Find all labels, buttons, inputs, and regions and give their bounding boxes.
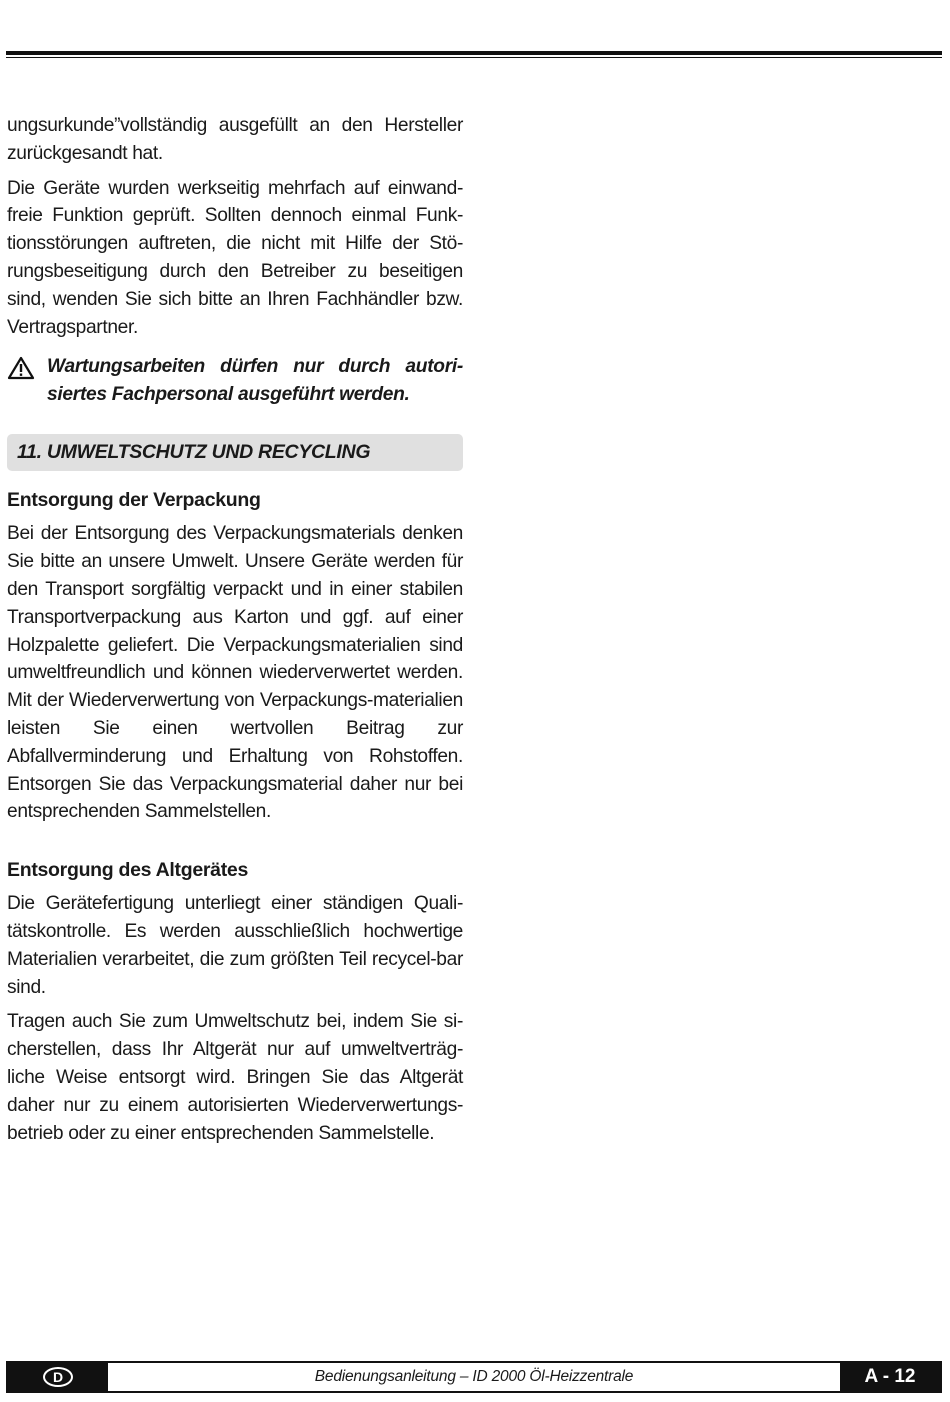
section-heading: 11. UMWELTSCHUTZ UND RECYCLING xyxy=(7,434,463,471)
warning-triangle-icon xyxy=(7,353,47,409)
warning-text: Wartungsarbeiten dürfen nur durch autori-siertes Fachpersonal ausgeführt werden. xyxy=(47,356,463,406)
content-column xyxy=(7,112,463,1154)
language-badge: D xyxy=(43,1367,73,1387)
packaging-paragraph: Bei der Entsorgung des Verpackungsmaterials denken Sie bitte an unsere Umwelt. Unsere Geräte werden für den Transport sorgfältig verpackt und in einer stabilen Transportverpackung aus Karton und ggf. auf einer Holzpalette geliefert. Die Verpackungsmaterialien sind umweltfreundlich und können wiederverwertet werden. Mit der Wiederverwertung von Verpackungs-materialien leisten Sie einen wertvollen Beitrag zur Abfallverminderung und Erhaltung von Rohstoffen. Entsorgen Sie das Verpackungsmaterial daher nur bei entsprechenden Sammelstellen. xyxy=(7,523,463,823)
old-device-paragraph-1: Die Gerätefertigung unterliegt einer ständigen Quali-tätskontrolle. Es werden ausschließlich hochwertige Materialien verarbeitet, die zum größten Teil recycel-bar sind. xyxy=(7,893,463,998)
language-box xyxy=(8,1363,108,1391)
packaging-heading: Entsorgung der Verpackung xyxy=(7,489,261,512)
page-footer xyxy=(6,1361,942,1393)
header-rule xyxy=(6,51,942,55)
intro-paragraph-2: Die Geräte wurden werkseitig mehrfach auf einwand-freie Funktion geprüft. Sollten dennoch einmal Funk-tionsstörungen auftreten, die nicht mit Hilfe der Stö-rungsbeseitigung durch den Betreiber zu beseitigen sind, wenden Sie sich bitte an Ihren Fachhändler bzw. Vertragspartner. xyxy=(7,177,463,338)
old-device-paragraph-2: Tragen auch Sie zum Umweltschutz bei, indem Sie si-cherstellen, dass Ihr Altgerät nur auf umweltverträg-liche Weise entsorgt wird. Bringen Sie das Altgerät daher nur zu einem autorisierten Wiederverwertungs-betrieb oder zu einer entsprechenden Sammelstelle. xyxy=(7,1011,463,1144)
warning-note xyxy=(7,353,463,409)
page-number: A - 12 xyxy=(840,1363,940,1391)
manual-title: Bedienungsanleitung – ID 2000 Öl-Heizzentrale xyxy=(314,1368,634,1385)
header-rule-thin xyxy=(6,57,942,58)
old-device-heading: Entsorgung des Altgerätes xyxy=(7,859,248,882)
intro-paragraph-1: ungsurkunde”vollständig ausgefüllt an den Hersteller zurückgesandt hat. xyxy=(7,115,463,164)
